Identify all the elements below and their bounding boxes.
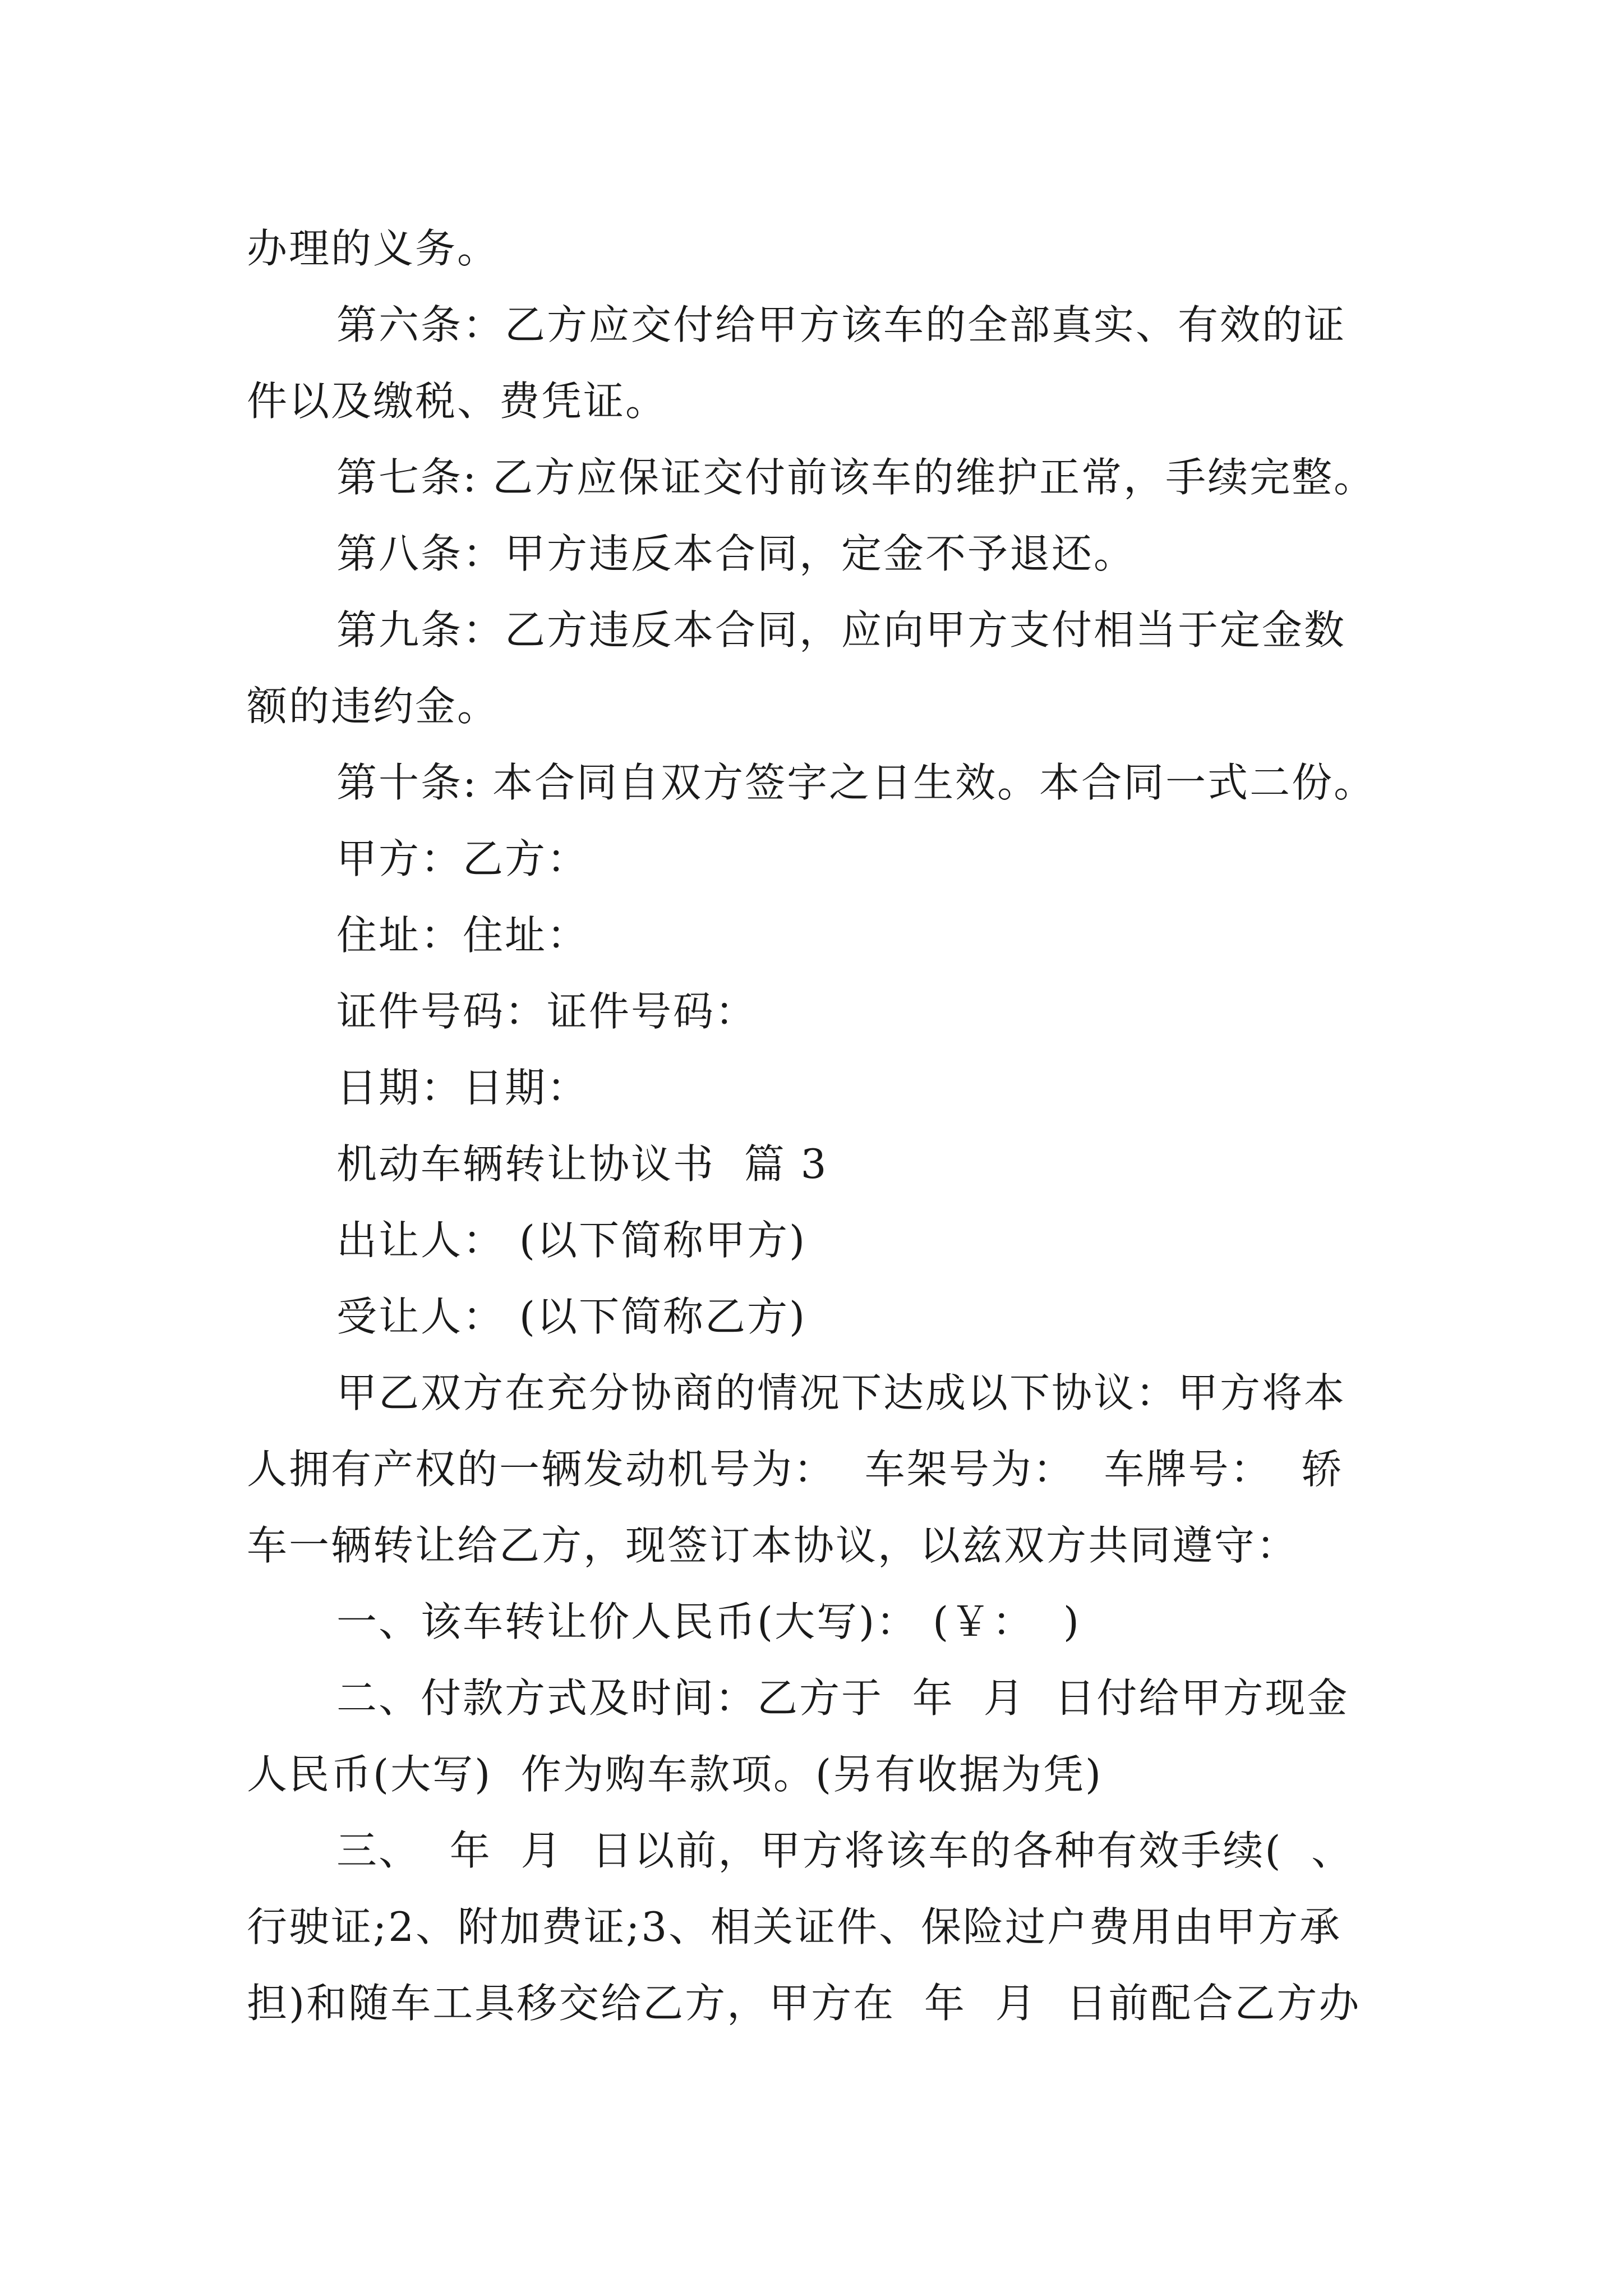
text-line: 第七条: 乙方应保证交付前该车的维护正常，手续完整。 (336, 454, 1376, 501)
text-line: 第六条：乙方应交付给甲方该车的全部真实、有效的证 (336, 301, 1347, 348)
text-line: 三、 年 月 日以前，甲方将该车的各种有效手续( 、 (336, 1827, 1354, 1874)
transferee-line: 受让人： (以下简称乙方) (336, 1293, 807, 1340)
text-line: 办理的义务。 (247, 225, 500, 272)
text-line: 第八条：甲方违反本合同，定金不予退还。 (336, 530, 1136, 577)
text-line: 第九条：乙方违反本合同，应向甲方支付相当于定金数 (336, 606, 1347, 654)
text-line: 第十条: 本合同自双方签字之日生效。本合同一式二份。 (336, 759, 1376, 806)
signature-party-line: 甲方：乙方： (336, 835, 589, 882)
document-body (247, 210, 1385, 2041)
text-line: 担)和随车工具移交给乙方，甲方在 年 月 日前配合乙方办 (247, 1980, 1361, 2027)
text-line: 行驶证;2、附加费证;3、相关证件、保险过户费用由甲方承 (247, 1903, 1342, 1950)
text-line: 件以及缴税、费凭证。 (247, 378, 668, 425)
date-line: 日期：日期： (336, 1064, 589, 1111)
transferor-line: 出让人： (以下简称甲方) (336, 1217, 807, 1264)
text-line: 额的违约金。 (247, 683, 500, 730)
section-heading: 机动车辆转让协议书 篇 3 (336, 1140, 828, 1188)
text-line: 人民币(大写) 作为购车款项。(另有收据为凭) (247, 1751, 1103, 1798)
text-line: 二、付款方式及时间：乙方于 年 月 日付给甲方现金 (336, 1674, 1349, 1722)
address-line: 住址：住址： (336, 912, 589, 959)
text-line: 车一辆转让给乙方，现签订本协议，以兹双方共同遵守： (247, 1522, 1299, 1569)
id-number-line: 证件号码：证件号码： (336, 988, 758, 1035)
text-line: 人拥有产权的一辆发动机号为： 车架号为： 车牌号： 轿 (247, 1446, 1344, 1493)
text-line: 一、该车转让价人民币(大写)： (￥： ) (336, 1598, 1081, 1645)
text-line: 甲乙双方在充分协商的情况下达成以下协议：甲方将本 (336, 1369, 1347, 1416)
